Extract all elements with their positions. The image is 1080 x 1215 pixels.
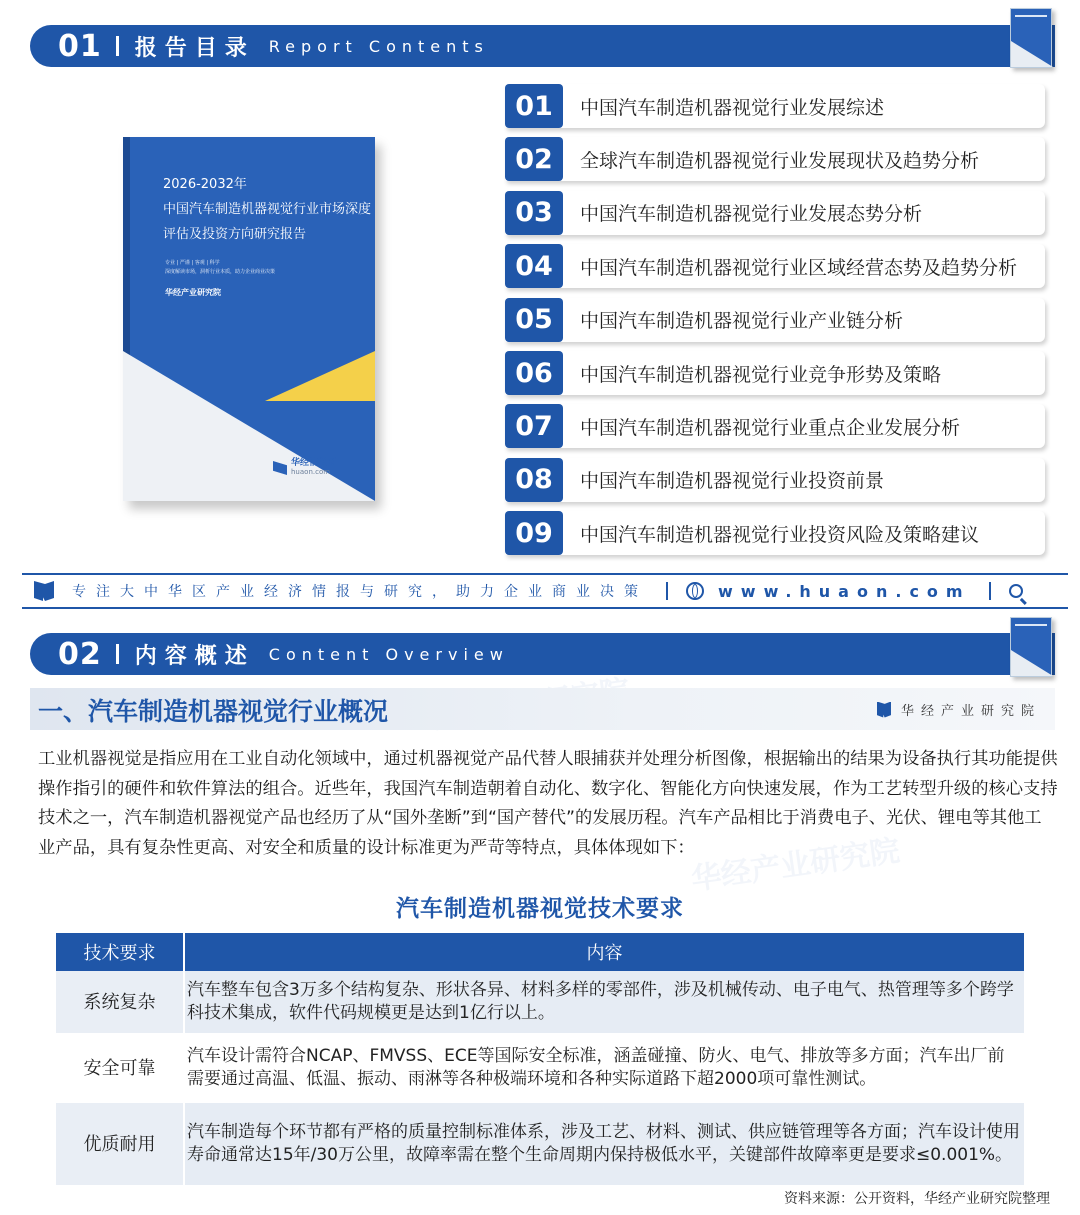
section-number: 02 bbox=[58, 636, 102, 672]
table-header-row bbox=[56, 933, 1024, 971]
toc-item[interactable] bbox=[505, 404, 1045, 448]
report-cover bbox=[123, 137, 375, 501]
cover-title: 中国汽车制造机器视觉行业市场深度评估及投资方向研究报告 bbox=[163, 202, 372, 242]
requirement-value: 汽车制造每个环节都有严格的质量控制标准体系，涉及工艺、材料、测试、供应链管理等各方面；汽车设计使用寿命通常达15年/30万公里，故障率需在整个生命周期内保持极低水平，关键部件故障率更是要求≤0.001%。 bbox=[184, 1103, 1024, 1185]
divider bbox=[116, 644, 119, 664]
book-icon bbox=[34, 581, 54, 601]
toc-item[interactable] bbox=[505, 244, 1045, 288]
column-header: 技术要求 bbox=[56, 933, 184, 971]
overview-paragraph: 工业机器视觉是指应用在工业自动化领域中，通过机器视觉产品代替人眼捕获并处理分析图像，根据输出的结果为设备执行其功能提供操作指引的硬件和软件算法的组合。近些年，我国汽车制造朝着自动化、数字化、智能化方向快速发展，作为工艺转型升级的核心支持技术之一，汽车制造机器视觉产品也经历了从“国外垄断”到“国产替代”的发展历程。汽车产品相比于消费电子、光伏、锂电等其他工业产品，具有复杂性更高、对安全和质量的设计标准更为严苛等特点，具体体现如下： bbox=[38, 749, 1058, 858]
overview-heading-bar bbox=[30, 688, 1055, 730]
table-row bbox=[56, 1033, 1024, 1103]
divider bbox=[989, 582, 991, 600]
slogan-text: 专注大中华区产业经济情报与研究，助力企业商业决策 bbox=[72, 584, 648, 600]
divider bbox=[116, 36, 119, 56]
toc-item[interactable] bbox=[505, 511, 1045, 555]
toc-title: 中国汽车制造机器视觉行业发展态势分析 bbox=[580, 203, 923, 226]
section-number: 01 bbox=[58, 28, 102, 64]
toc-title: 中国汽车制造机器视觉行业重点企业发展分析 bbox=[580, 416, 961, 439]
overview-heading: 一、汽车制造机器视觉行业概况 bbox=[38, 697, 389, 726]
toc-title: 中国汽车制造机器视觉行业发展综述 bbox=[580, 96, 885, 119]
report-thumbnail-icon bbox=[1010, 8, 1052, 68]
requirement-key: 系统复杂 bbox=[56, 971, 184, 1033]
search-icon[interactable] bbox=[1009, 584, 1023, 598]
toc-title: 中国汽车制造机器视觉行业竞争形势及策略 bbox=[580, 363, 942, 386]
requirement-value: 汽车整车包含3万多个结构复杂、形状各异、材料多样的零部件，涉及机械传动、电子电气、热管理等多个跨学科技术集成，软件代码规模更是达到1亿行以上。 bbox=[184, 971, 1024, 1033]
cover-publisher: 华经产业研究院 bbox=[165, 288, 221, 297]
table-title: 汽车制造机器视觉技术要求 bbox=[396, 896, 684, 922]
slogan-bar bbox=[22, 573, 1068, 609]
cover-tagline: 专业 | 严谨 | 客观 | 科学 深度解读市场，洞析行业本质，助力企业商业决策 bbox=[165, 260, 276, 275]
section-banner-contents bbox=[30, 25, 1055, 67]
toc-number: 01 bbox=[505, 84, 563, 128]
toc-number: 03 bbox=[505, 191, 563, 235]
toc-item[interactable] bbox=[505, 191, 1045, 235]
toc-item[interactable] bbox=[505, 137, 1045, 181]
divider bbox=[666, 582, 668, 600]
toc-item[interactable] bbox=[505, 351, 1045, 395]
brand-mark bbox=[877, 700, 1041, 719]
table-row bbox=[56, 1103, 1024, 1185]
toc-number: 06 bbox=[505, 351, 563, 395]
cover-years: 2026-2032年 bbox=[163, 177, 247, 192]
table-row bbox=[56, 971, 1024, 1033]
toc-title: 中国汽车制造机器视觉行业投资风险及策略建议 bbox=[580, 523, 980, 546]
watermark: 华经产业研究院 bbox=[689, 833, 902, 898]
toc-number: 09 bbox=[505, 511, 563, 555]
section-title: 报告目录 bbox=[134, 35, 255, 61]
toc-item[interactable] bbox=[505, 298, 1045, 342]
toc-number: 07 bbox=[505, 404, 563, 448]
toc-number: 08 bbox=[505, 458, 563, 502]
toc-number: 02 bbox=[505, 137, 563, 181]
toc-number: 04 bbox=[505, 244, 563, 288]
section-subtitle: Content Overview bbox=[268, 644, 509, 664]
toc-number: 05 bbox=[505, 298, 563, 342]
website-link[interactable]: www.huaon.com bbox=[718, 581, 971, 601]
requirements-table bbox=[56, 933, 1024, 1185]
globe-icon bbox=[686, 582, 704, 600]
brand-name: 华经产业研究院 bbox=[900, 704, 1041, 719]
report-thumbnail-icon bbox=[1010, 617, 1052, 677]
toc-title: 中国汽车制造机器视觉行业区域经营态势及趋势分析 bbox=[580, 256, 1018, 279]
toc-title: 全球汽车制造机器视觉行业发展现状及趋势分析 bbox=[580, 149, 980, 172]
requirement-key: 优质耐用 bbox=[56, 1103, 184, 1185]
toc-title: 中国汽车制造机器视觉行业投资前景 bbox=[580, 470, 885, 493]
section-title: 内容概述 bbox=[134, 643, 255, 669]
column-header: 内容 bbox=[184, 933, 1024, 971]
toc-item[interactable] bbox=[505, 84, 1045, 128]
toc-title: 中国汽车制造机器视觉行业产业链分析 bbox=[580, 310, 904, 333]
cover-logo: 华经情报网 huaon.com bbox=[273, 459, 336, 477]
toc-item[interactable] bbox=[505, 458, 1045, 502]
requirement-key: 安全可靠 bbox=[56, 1033, 184, 1103]
requirement-value: 汽车设计需符合NCAP、FMVSS、ECE等国际安全标准，涵盖碰撞、防火、电气、排放等多方面；汽车出厂前需要通过高温、低温、振动、雨淋等各种极端环境和各种实际道路下超2000项可靠性测试。 bbox=[184, 1033, 1024, 1103]
section-banner-overview bbox=[30, 633, 1055, 675]
section-subtitle: Report Contents bbox=[268, 36, 489, 56]
source-note: 资料来源：公开资料，华经产业研究院整理 bbox=[784, 1191, 1050, 1207]
logo-icon bbox=[273, 461, 287, 475]
book-icon bbox=[877, 702, 891, 718]
